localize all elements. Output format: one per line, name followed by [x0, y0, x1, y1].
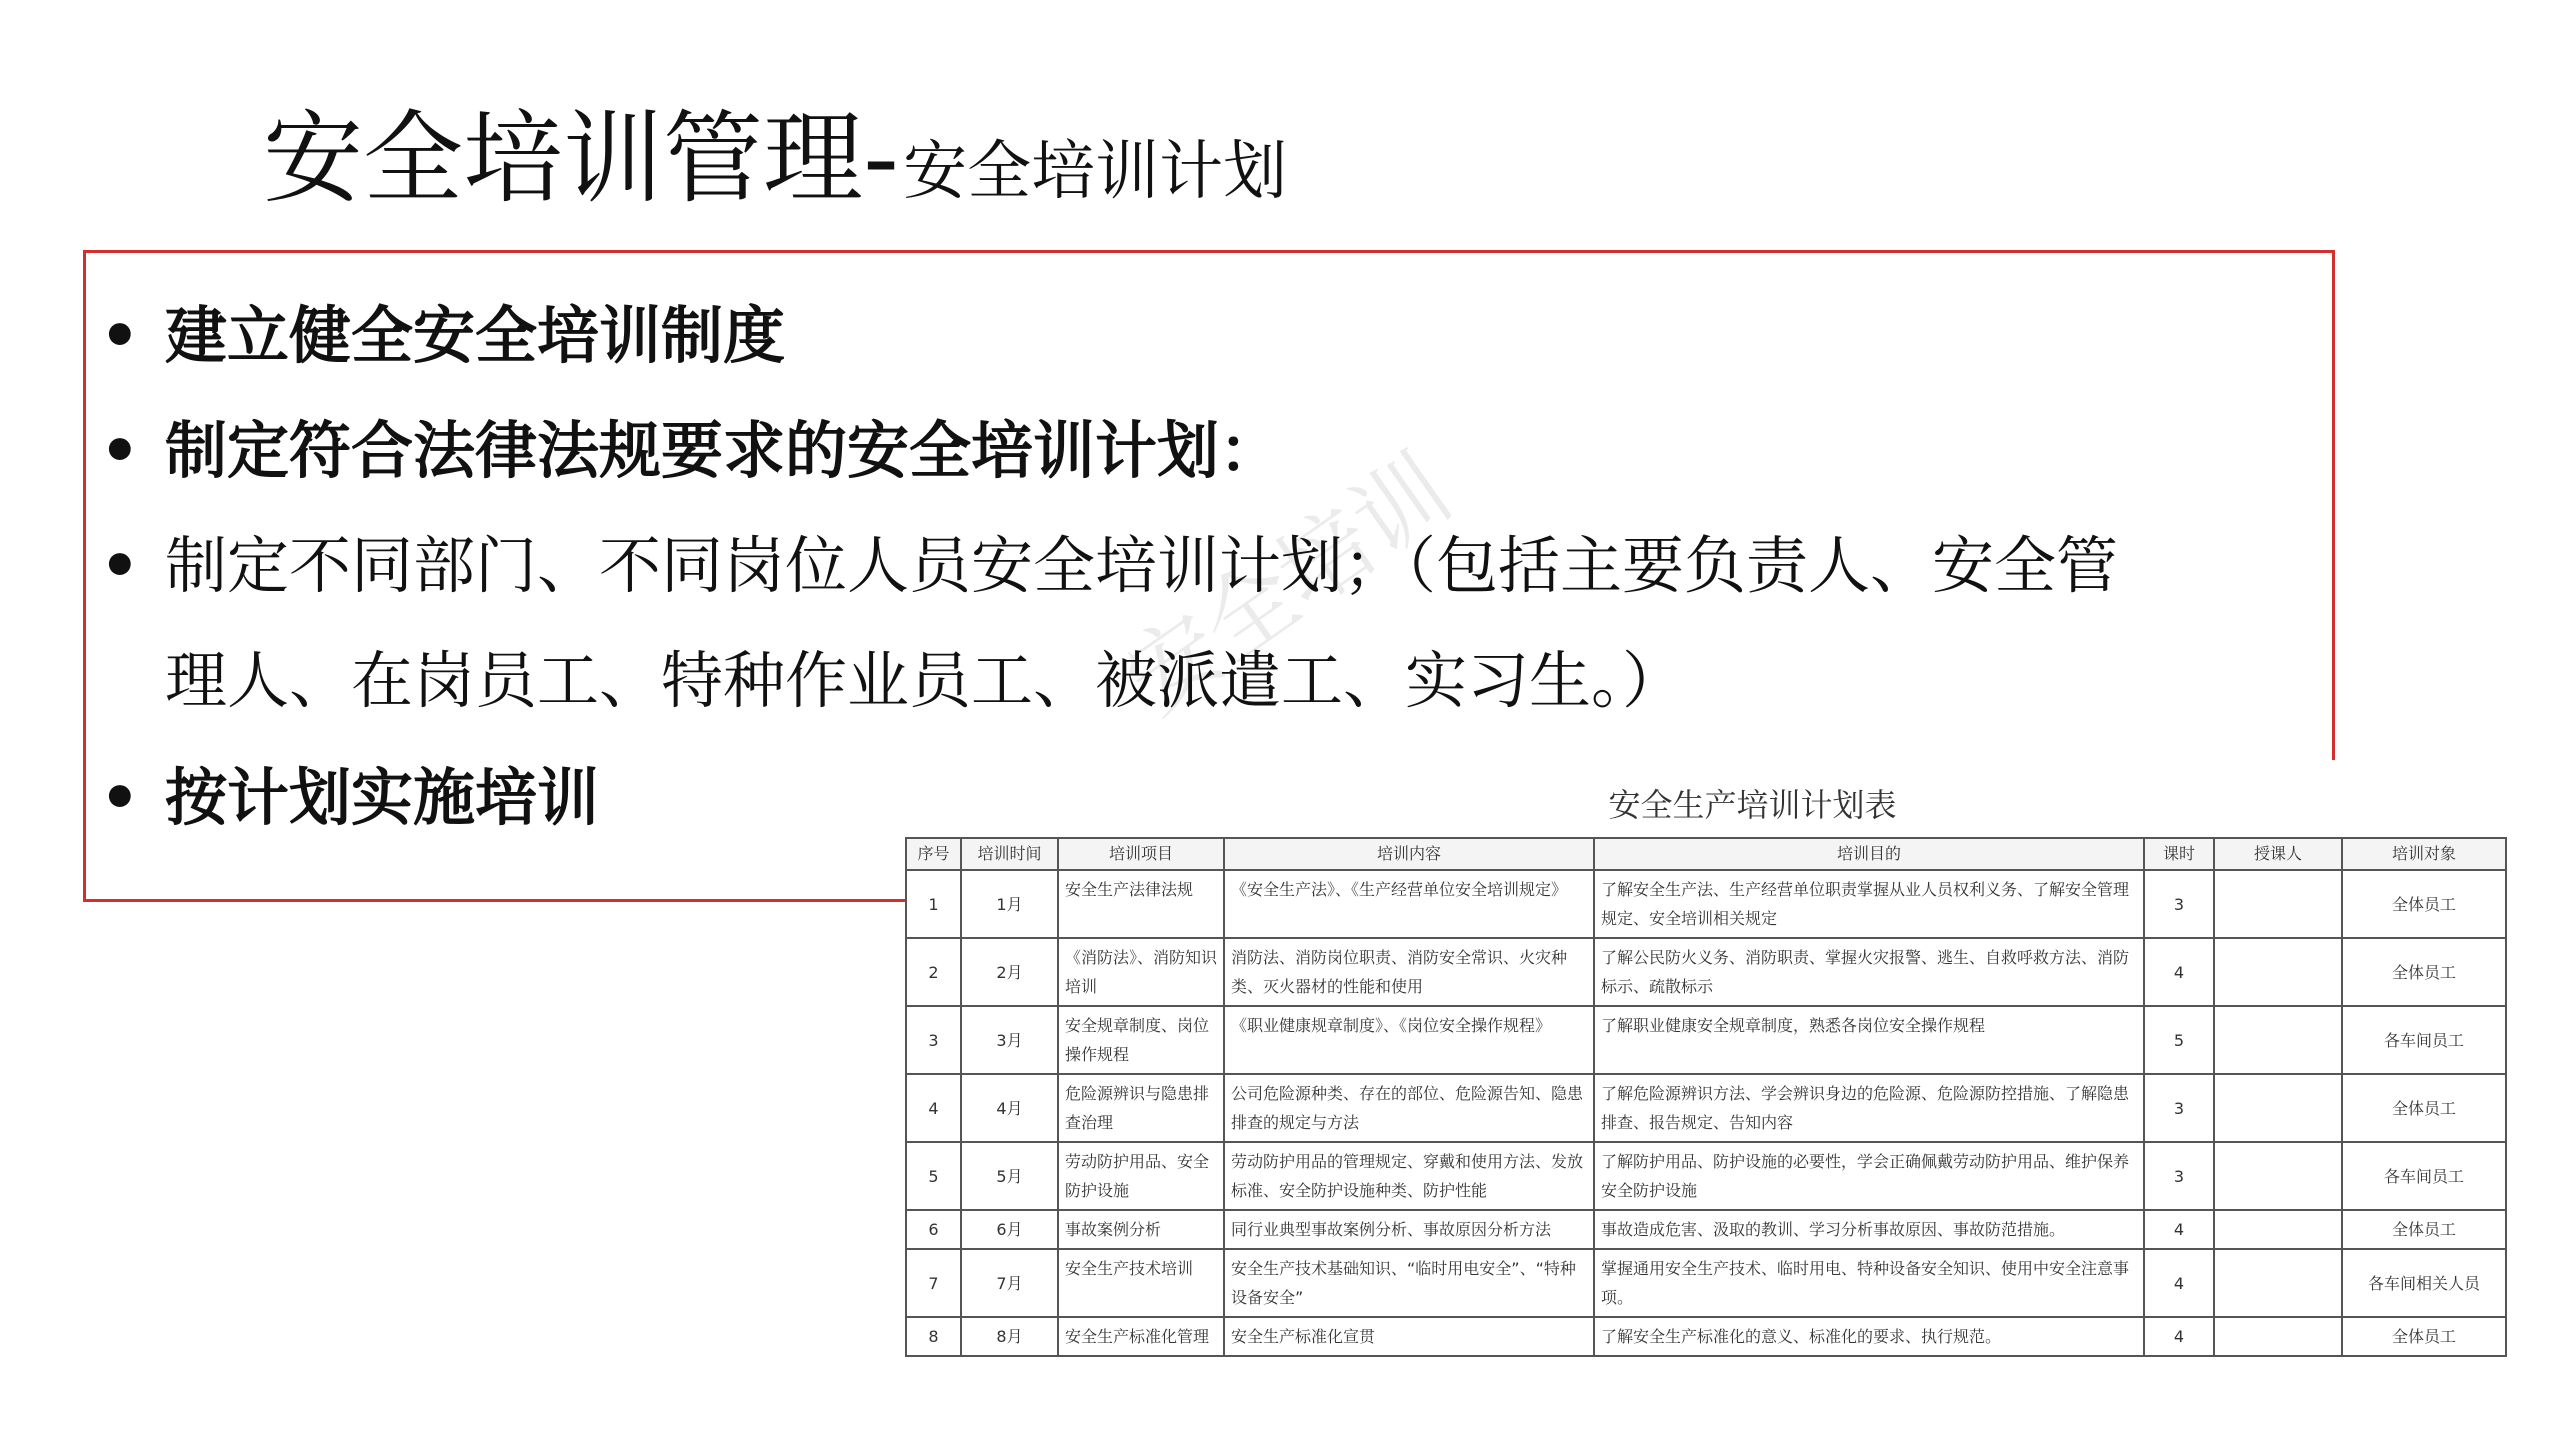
bullet-text: 建立健全安全培训制度: [165, 299, 786, 372]
table-cell: 安全生产标准化宣贯: [1224, 1317, 1594, 1356]
table-cell: 5: [2144, 1006, 2214, 1074]
title-main: 安全培训管理: [263, 100, 863, 217]
bullet-4: [100, 743, 599, 853]
table-cell: 各车间员工: [2342, 1006, 2506, 1074]
table-cell: 全体员工: [2342, 1317, 2506, 1356]
column-header: 培训目的: [1594, 838, 2144, 870]
column-header: 课时: [2144, 838, 2214, 870]
table-cell: 《安全生产法》、《生产经营单位安全培训规定》: [1224, 870, 1594, 938]
table-cell: 4: [2144, 1249, 2214, 1317]
table-cell: 各车间员工: [2342, 1142, 2506, 1210]
table-cell: 《消防法》、消防知识培训: [1058, 938, 1224, 1006]
table-cell: [2214, 1006, 2342, 1074]
table-cell: [2214, 1142, 2342, 1210]
bullet-text: 制定符合法律法规要求的安全培训计划：: [165, 414, 1282, 487]
column-header: 序号: [906, 838, 961, 870]
bullet-2: [100, 396, 1281, 506]
column-header: 授课人: [2214, 838, 2342, 870]
table-cell: 3: [2144, 1142, 2214, 1210]
table-cell: 4: [906, 1074, 961, 1142]
bullet-3: [100, 511, 2118, 621]
content-frame-right-edge: [2332, 250, 2335, 760]
bullet-dot: •: [100, 299, 140, 372]
bullet-3-continuation: 理人、在岗员工、特种作业员工、被派遣工、实习生。）: [165, 644, 1685, 717]
bullet-text: 制定不同部门、不同岗位人员安全培训计划；（包括主要负责人、安全管: [165, 529, 2119, 602]
bullet-dot: •: [100, 761, 140, 834]
table-row: [906, 1142, 2506, 1210]
table-cell: 事故造成危害、汲取的教训、学习分析事故原因、事故防范措施。: [1594, 1210, 2144, 1249]
table-cell: [2214, 1210, 2342, 1249]
table-cell: 同行业典型事故案例分析、事故原因分析方法: [1224, 1210, 1594, 1249]
table-header-row: [906, 838, 2506, 870]
table-row: [906, 1006, 2506, 1074]
table-cell: 4: [2144, 1317, 2214, 1356]
watermark: 安全培训: [1106, 435, 1470, 735]
table-cell: 掌握通用安全生产技术、临时用电、特种设备安全知识、使用中安全注意事项。: [1594, 1249, 2144, 1317]
table-cell: 安全生产标准化管理: [1058, 1317, 1224, 1356]
table-cell: 全体员工: [2342, 870, 2506, 938]
table-cell: 了解公民防火义务、消防职责、掌握火灾报警、逃生、自救呼救方法、消防标示、疏散标示: [1594, 938, 2144, 1006]
table-cell: 了解危险源辨识方法、学会辨识身边的危险源、危险源防控措施、了解隐患排查、报告规定、告知内容: [1594, 1074, 2144, 1142]
bullet-1: [100, 281, 785, 391]
table-cell: 事故案例分析: [1058, 1210, 1224, 1249]
table-cell: 6: [906, 1210, 961, 1249]
table-cell: 危险源辨识与隐患排查治理: [1058, 1074, 1224, 1142]
column-header: 培训项目: [1058, 838, 1224, 870]
table-cell: 2: [906, 938, 961, 1006]
table-cell: 6月: [961, 1210, 1058, 1249]
slide-title: [263, 94, 1287, 237]
table-cell: 4: [2144, 938, 2214, 1006]
table-cell: 了解职业健康安全规章制度，熟悉各岗位安全操作规程: [1594, 1006, 2144, 1074]
table-cell: [2214, 1317, 2342, 1356]
title-sub: 安全培训计划: [903, 135, 1288, 209]
table-cell: 5: [906, 1142, 961, 1210]
table-cell: 了解安全生产标准化的意义、标准化的要求、执行规范。: [1594, 1317, 2144, 1356]
bullet-text: 按计划实施培训: [165, 761, 600, 834]
table-cell: 1: [906, 870, 961, 938]
table-cell: 2月: [961, 938, 1058, 1006]
table-cell: 3月: [961, 1006, 1058, 1074]
table-cell: 3: [906, 1006, 961, 1074]
training-plan-table: [905, 837, 2507, 1357]
table-row: [906, 1317, 2506, 1356]
table-cell: 劳动防护用品、安全防护设施: [1058, 1142, 1224, 1210]
table-title: 安全生产培训计划表: [1608, 786, 1897, 824]
column-header: 培训时间: [961, 838, 1058, 870]
table-cell: 1月: [961, 870, 1058, 938]
table-cell: [2214, 1249, 2342, 1317]
table-row: [906, 1210, 2506, 1249]
table-cell: 全体员工: [2342, 1074, 2506, 1142]
table-cell: 各车间相关人员: [2342, 1249, 2506, 1317]
table-row: [906, 938, 2506, 1006]
table-cell: 全体员工: [2342, 1210, 2506, 1249]
table-row: [906, 1074, 2506, 1142]
table-cell: 消防法、消防岗位职责、消防安全常识、火灾种类、灭火器材的性能和使用: [1224, 938, 1594, 1006]
table-cell: 公司危险源种类、存在的部位、危险源告知、隐患排查的规定与方法: [1224, 1074, 1594, 1142]
table-cell: 全体员工: [2342, 938, 2506, 1006]
title-separator: -: [863, 100, 900, 217]
table-cell: 3: [2144, 1074, 2214, 1142]
table-cell: 8月: [961, 1317, 1058, 1356]
table-cell: 4: [2144, 1210, 2214, 1249]
table-cell: 安全生产法律法规: [1058, 870, 1224, 938]
table-cell: [2214, 1074, 2342, 1142]
table-cell: 《职业健康规章制度》、《岗位安全操作规程》: [1224, 1006, 1594, 1074]
table-cell: 了解防护用品、防护设施的必要性，学会正确佩戴劳动防护用品、维护保养安全防护设施: [1594, 1142, 2144, 1210]
table-cell: 安全生产技术基础知识、“临时用电安全”、“特种设备安全”: [1224, 1249, 1594, 1317]
table-cell: 7月: [961, 1249, 1058, 1317]
table-cell: 8: [906, 1317, 961, 1356]
table-cell: 了解安全生产法、生产经营单位职责掌握从业人员权利义务、了解安全管理规定、安全培训相关规定: [1594, 870, 2144, 938]
table-cell: 7: [906, 1249, 961, 1317]
table-cell: 5月: [961, 1142, 1058, 1210]
table-row: [906, 870, 2506, 938]
bullet-dot: •: [100, 529, 140, 602]
column-header: 培训对象: [2342, 838, 2506, 870]
training-plan-panel: [905, 760, 2510, 1440]
bullet-dot: •: [100, 414, 140, 487]
table-cell: 安全生产技术培训: [1058, 1249, 1224, 1317]
table-cell: 劳动防护用品的管理规定、穿戴和使用方法、发放标准、安全防护设施种类、防护性能: [1224, 1142, 1594, 1210]
column-header: 培训内容: [1224, 838, 1594, 870]
table-cell: [2214, 938, 2342, 1006]
table-cell: 安全规章制度、岗位操作规程: [1058, 1006, 1224, 1074]
table-cell: 3: [2144, 870, 2214, 938]
table-row: [906, 1249, 2506, 1317]
table-cell: [2214, 870, 2342, 938]
table-cell: 4月: [961, 1074, 1058, 1142]
